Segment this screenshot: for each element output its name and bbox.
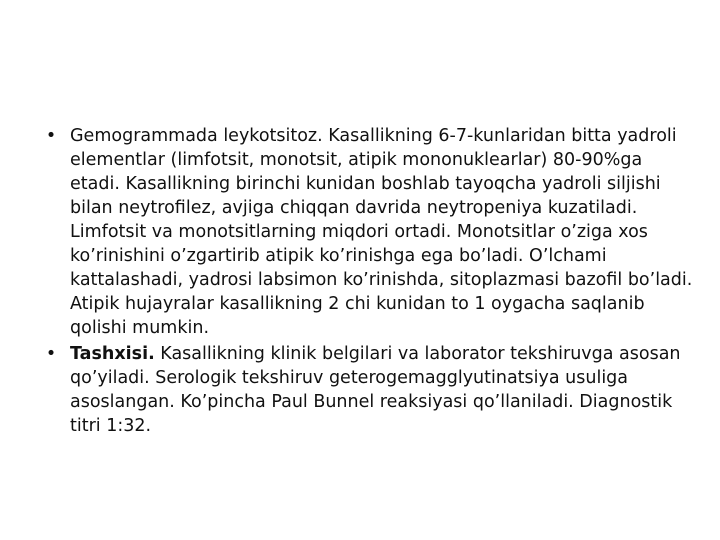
bullet-text-hemogram: Gemogrammada leykotsitoz. Kasallikning 6-7-kunlaridan bitta yadroli elementlar (limfotsit, monotsit, atipik mononuklearlar) 80-90%ga etadi. Kasallikning birinchi kunidan boshlab tayoqcha yadroli siljishi bilan neytrofilez, avjiga chiqqan davrida neytropeniya kuzatiladi. Limfotsit va monotsitlarning miqdori ortadi. Monotsitlar o’ziga xos ko’rinishini o’zgartirib atipik ko’rinishga ega bo’ladi. O’lchami kattalashadi, yadrosi labsimon ko’rinishda, sitoplazmasi bazofil bo’ladi. Atipik hujayralar kasallikning 2 chi kunidan to 1 oygacha saqlanib qolishi mumkin.	[70, 126, 693, 338]
bullet-marker: •	[45, 126, 57, 146]
bullet-item-diagnosis	[44, 342, 694, 438]
bullet-marker: •	[45, 344, 57, 364]
bullet-text-diagnosis: Kasallikning klinik belgilari va laborator tekshiruvga asosan qo’yiladi. Serologik tekshiruv geterogemagglyutinatsiya usuliga asoslangan. Ko’pincha Paul Bunnel reaksiyasi qo’llaniladi. Diagnostik titri 1:32.	[70, 344, 681, 436]
bullet-heading-diagnosis: Tashxisi.	[70, 344, 155, 364]
bullet-list	[44, 124, 694, 440]
bullet-item-hemogram	[44, 124, 694, 340]
